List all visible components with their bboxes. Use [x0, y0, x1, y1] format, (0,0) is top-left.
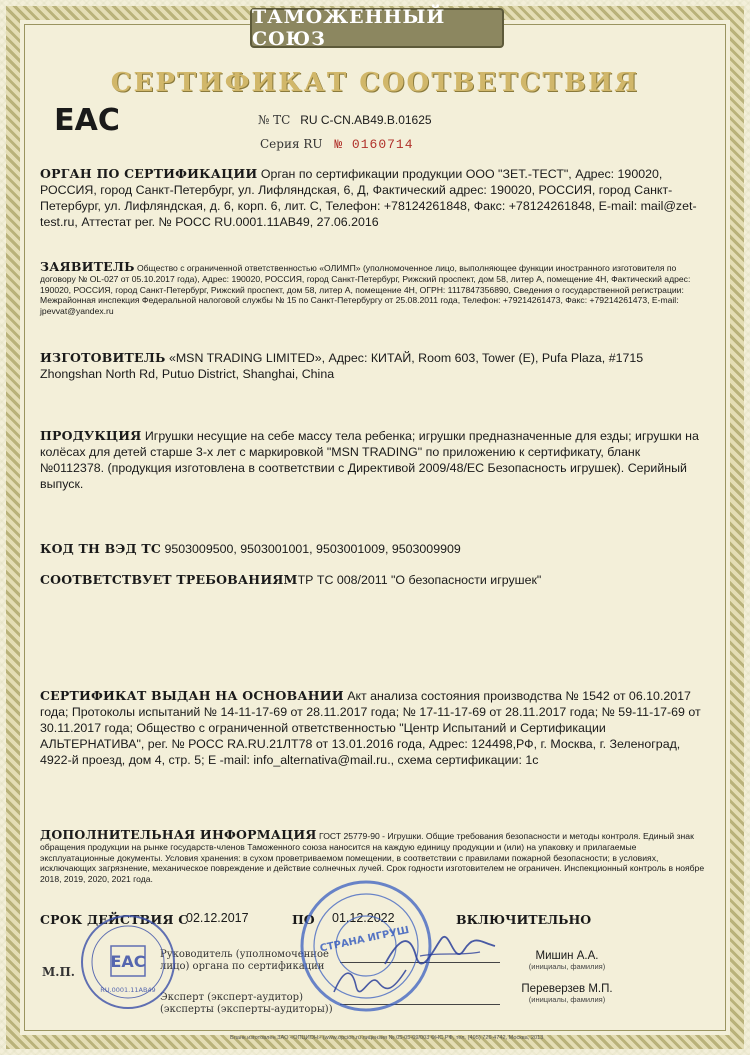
manufacturer-section — [40, 350, 706, 382]
head-name-block — [512, 950, 622, 971]
certificate-number-row — [258, 113, 432, 127]
product-label: ПРОДУКЦИЯ — [40, 428, 142, 443]
expert-name-block — [512, 983, 622, 1004]
svg-text:EAC: EAC — [54, 103, 120, 138]
certification-body-section — [40, 166, 706, 230]
head-label-line-1: Руководитель (уполномоченное — [160, 949, 329, 960]
hs-code-text: 9503009500, 9503001001, 9503001009, 9503009909 — [164, 542, 461, 556]
applicant-section — [40, 259, 706, 317]
additional-info-text: ГОСТ 25779-90 - Игрушки. Общие требования безопасности и методы контроля. Единый знак обращения продукции на рынке государств-членов Таможенного союза наносится на каждую единицу продукции и (или) на упаковку и прилагаемые эксплуатационные документы. Условия хранения: в сухом проветриваемом помещении, в соответствии с правилами пожарной безопасности; в условиях, исключающих загрязнение, механическое повреждение и действие солнечных лучей. Срок годности изготовителем не ограничен. Инспекционный контроль в ноябре 2018, 2019, 2020, 2021 года. — [40, 831, 705, 885]
product-section — [40, 428, 706, 492]
svg-text:СТРАНА ИГРУШ: СТРАНА ИГРУШ — [319, 924, 411, 955]
seal-placeholder-label: М.П. — [42, 965, 75, 979]
expert-label-line-1: Эксперт (эксперт-аудитор) — [160, 992, 303, 1003]
product-text: Игрушки несущие на себе массу тела ребенка; игрушки предназначенные для езды; игрушки на колёсах для детей старше 3-х лет с маркировкой "MSN TRADING" по приложению к сертификату, бланк №0112378. (продукция изготовлена в соответствии с Директивой 2009/48/ЕС Безопасность игрушек). Серийный выпуск. — [40, 429, 699, 491]
applicant-text: Общество с ограниченной ответственностью «ОЛИМП» (уполномоченное лицо, выполняющее функции иностранного изготовителя по договору № OL-027 от 05.10.2017 года), Адрес: 190020, РОССИЯ, город Санкт-Петербург, Рижский проспект, дом 58, литер А, помещение 4Н, Фактический адрес: 190020, РОССИЯ, город Санкт-Петербург, Рижский проспект, дом 58, литер А, помещение 4Н, ОГРН: 1117847356890, Сведения о государственной регистрации: Межрайонная инспекция Федеральной налоговой службы № 15 по Санкт-Петербургу от 25.08.2011 года, Телефон: +79214261473, Факс: +79214261473, E-mail: jpevvat@yandex.ru — [40, 263, 691, 317]
manufacturer-label: ИЗГОТОВИТЕЛЬ — [40, 350, 166, 365]
hs-code-section — [40, 541, 706, 557]
hs-code-label: КОД ТН ВЭД ТС — [40, 541, 162, 556]
series-value: № 0160714 — [334, 137, 414, 152]
expert-signature-label — [160, 992, 333, 1016]
svg-text:EAC: EAC — [110, 952, 146, 971]
certification-body-text: Орган по сертификации продукции ООО "ЗЕТ.-ТЕСТ", Адрес: 190020, РОССИЯ, город Санкт-Петербург, ул. Лифляндская, 6, Д, Фактический адрес: 190020, РОССИЯ, город Санкт-Петербург, ул. Лифляндская, д. 6, корп. 6, лит. С, Телефон: +78124261848, Факс: +78124261848, E-mail: mail@zet-test.ru, Аттестат рег. № РОСС RU.0001.11AB49, 27.06.2016 — [40, 167, 697, 229]
basis-section — [40, 688, 706, 768]
certificate-title: СЕРТИФИКАТ СООТВЕТСТВИЯ — [110, 68, 640, 98]
validity-from: 02.12.2017 — [186, 911, 249, 925]
head-label-line-2: лицо) органа по сертификации — [160, 961, 325, 972]
number-label: № ТС — [258, 113, 291, 127]
expert-label-line-2: (эксперты (эксперты-аудиторы)) — [160, 1004, 333, 1015]
basis-text: Акт анализа состояния производства № 1542 от 06.10.2017 года; Протоколы испытаний № 14-11-17-69 от 28.11.2017 года; № 17-11-17-69 от 28.11.2017 года; № 59-11-17-69 от 30.11.2017 года; Общество с ограниченной ответственностью "Центр Испытаний и Сертификации АЛЬТЕРНАТИВА", рег. № РОСС RA.RU.21ЛТ78 от 13.01.2016 года, Адрес: 124498,РФ, г. Москва, г. Зеленоград, 4922-й проезд, дом 4, стр. 5; E -mail: info_alternativa@mail.ru., схема сертификации: 1с — [40, 689, 701, 767]
conformity-label: СООТВЕТСТВУЕТ ТРЕБОВАНИЯМ — [40, 572, 298, 587]
blank-printer-footer: Бланк изготовлен ЗАО «ОПЦИОН» (www.opcion.ru лицензия № 05-05-09/003 ФНС РФ, тел. (495) 726 4742, Москва, 2013 — [230, 1035, 544, 1041]
head-name-caption: (инициалы, фамилия) — [528, 962, 606, 971]
number-value: RU C-CN.AB49.B.01625 — [300, 113, 432, 127]
expert-name-caption: (инициалы, фамилия) — [528, 995, 606, 1004]
head-name: Мишин А.А. — [535, 950, 599, 962]
handwritten-signature-2 — [330, 962, 410, 1002]
conformity-text: ТР ТС 008/2011 "О безопасности игрушек" — [297, 573, 542, 587]
eac-logo — [54, 96, 120, 140]
validity-label: СРОК ДЕЙСТВИЯ С — [40, 912, 189, 927]
series-row — [260, 137, 414, 152]
banner-text: ТАМОЖЕННЫЙ СОЮЗ — [252, 6, 446, 50]
additional-info-label: ДОПОЛНИТЕЛЬНАЯ ИНФОРМАЦИЯ — [40, 827, 317, 842]
eac-logo-icon — [54, 96, 120, 140]
customs-union-banner — [250, 8, 504, 48]
applicant-label: ЗАЯВИТЕЛЬ — [40, 259, 135, 274]
manufacturer-text: «MSN TRADING LIMITED», Адрес: КИТАЙ, Room 603, Tower (E), Pufa Plaza, #1715 Zhongshan North Rd, Putuo District, Shanghai, China — [40, 351, 644, 381]
svg-text:RU.0001.11AB49: RU.0001.11AB49 — [100, 986, 156, 994]
conformity-section — [40, 572, 706, 588]
validity-to-label: ПО — [292, 912, 315, 927]
certification-seal-stamp — [78, 912, 178, 1012]
basis-label: СЕРТИФИКАТ ВЫДАН НА ОСНОВАНИИ — [40, 688, 344, 703]
certification-body-label: ОРГАН ПО СЕРТИФИКАЦИИ — [40, 166, 258, 181]
series-label: Серия RU — [260, 137, 323, 151]
validity-to: 01.12.2022 — [332, 911, 395, 925]
expert-name: Переверзев М.П. — [521, 983, 613, 995]
validity-inclusive: ВКЛЮЧИТЕЛЬНО — [456, 912, 592, 927]
